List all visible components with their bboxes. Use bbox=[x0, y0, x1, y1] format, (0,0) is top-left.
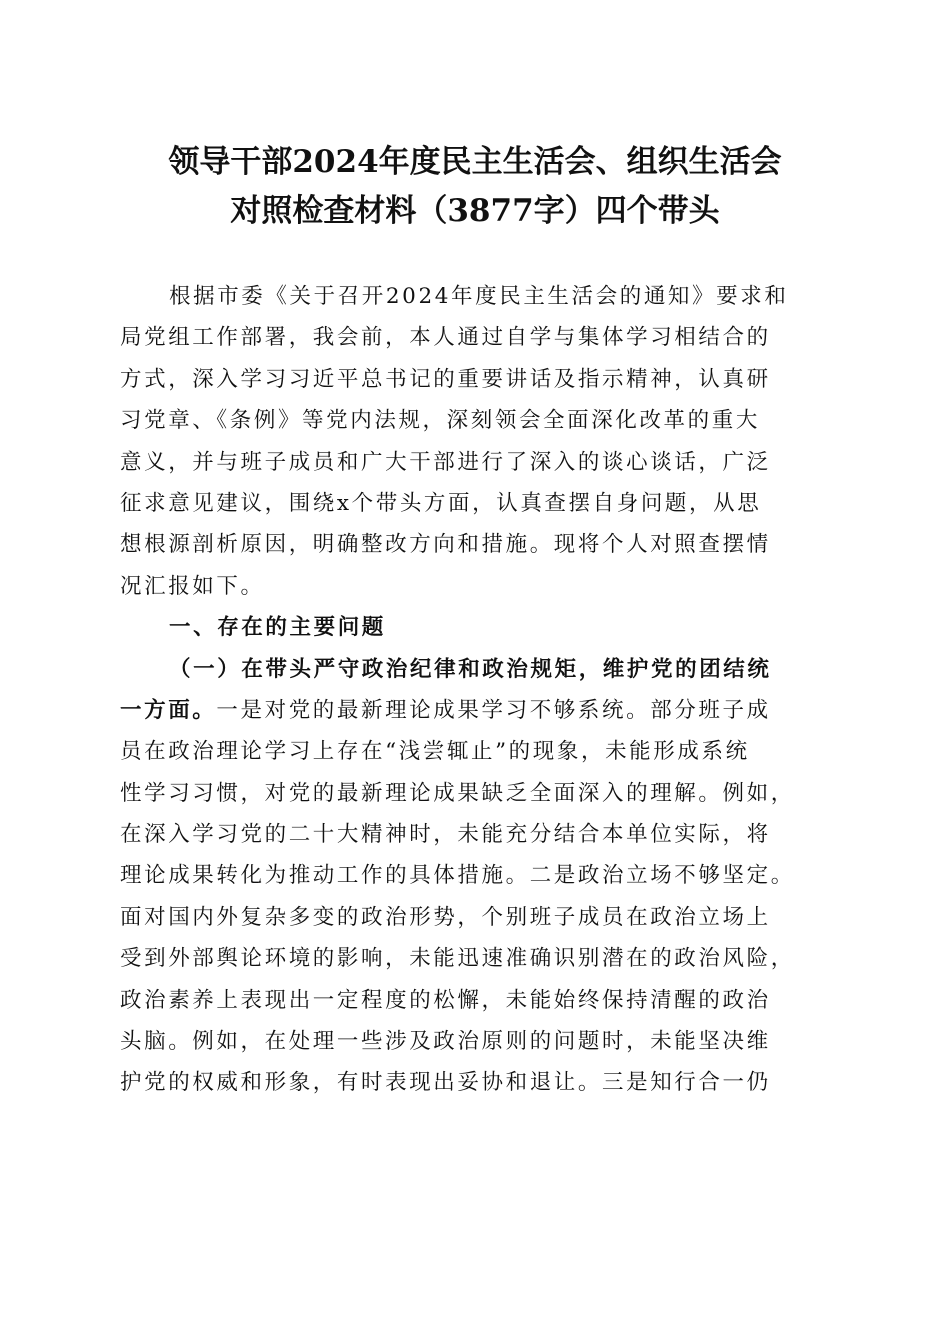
intro-paragraph-line: 想根源剖析原因，明确整改方向和措施。现将个人对照查摆情 bbox=[120, 532, 771, 558]
document-body bbox=[120, 276, 832, 1104]
intro-paragraph-line: 意义，并与班子成员和广大干部进行了深入的谈心谈话，广泛 bbox=[120, 449, 771, 475]
subsection-body-text: 一是对党的最新理论成果学习不够系统。部分班子成 bbox=[216, 697, 771, 723]
subsection-body-line: 头脑。例如，在处理一些涉及政治原则的问题时，未能坚决维 bbox=[120, 1029, 771, 1055]
subsection-body-line: 护党的权威和形象，有时表现出妥协和退让。三是知行合一仍 bbox=[120, 1070, 771, 1096]
intro-paragraph-line: 根据市委《关于召开2024年度民主生活会的通知》要求和 bbox=[169, 284, 789, 309]
intro-paragraph-line: 局党组工作部署，我会前，本人通过自学与集体学习相结合的 bbox=[120, 325, 771, 351]
intro-paragraph-line: 方式，深入学习习近平总书记的重要讲话及指示精神，认真研 bbox=[120, 366, 771, 392]
title-line-1: 领导干部2024年度民主生活会、组织生活会 bbox=[168, 144, 782, 180]
subsection-heading-line: （一）在带头严守政治纪律和政治规矩，维护党的团结统 bbox=[169, 656, 772, 682]
subsection-body-line: 政治素养上表现出一定程度的松懈，未能始终保持清醒的政治 bbox=[120, 987, 771, 1013]
intro-paragraph-line: 况汇报如下。 bbox=[120, 573, 265, 599]
document-title bbox=[110, 138, 840, 236]
subsection-body-line: 受到外部舆论环境的影响，未能迅速准确识别潜在的政治风险， bbox=[120, 946, 795, 972]
subsection-body-line: 员在政治理论学习上存在“浅尝辄止”的现象，未能形成系统 bbox=[120, 739, 750, 765]
subsection-body-line bbox=[120, 690, 832, 731]
title-line-2: 对照检查材料（3877字）四个带头 bbox=[230, 193, 720, 229]
subsection-body-line: 在深入学习党的二十大精神时，未能充分结合本单位实际，将 bbox=[120, 822, 771, 848]
section-heading: 一、存在的主要问题 bbox=[169, 615, 386, 641]
intro-paragraph-line: 习党章、《条例》等党内法规，深刻领会全面深化改革的重大 bbox=[120, 408, 760, 434]
subsection-body-line: 性学习习惯，对党的最新理论成果缺乏全面深入的理解。例如， bbox=[120, 780, 795, 806]
intro-paragraph-line: 征求意见建议，围绕x个带头方面，认真查摆自身问题，从思 bbox=[120, 490, 762, 516]
subsection-body-line: 理论成果转化为推动工作的具体措施。二是政治立场不够坚定。 bbox=[120, 863, 795, 889]
subsection-body-line: 面对国内外复杂多变的政治形势，个别班子成员在政治立场上 bbox=[120, 904, 771, 930]
subsection-heading-end: 一方面。 bbox=[120, 697, 217, 723]
